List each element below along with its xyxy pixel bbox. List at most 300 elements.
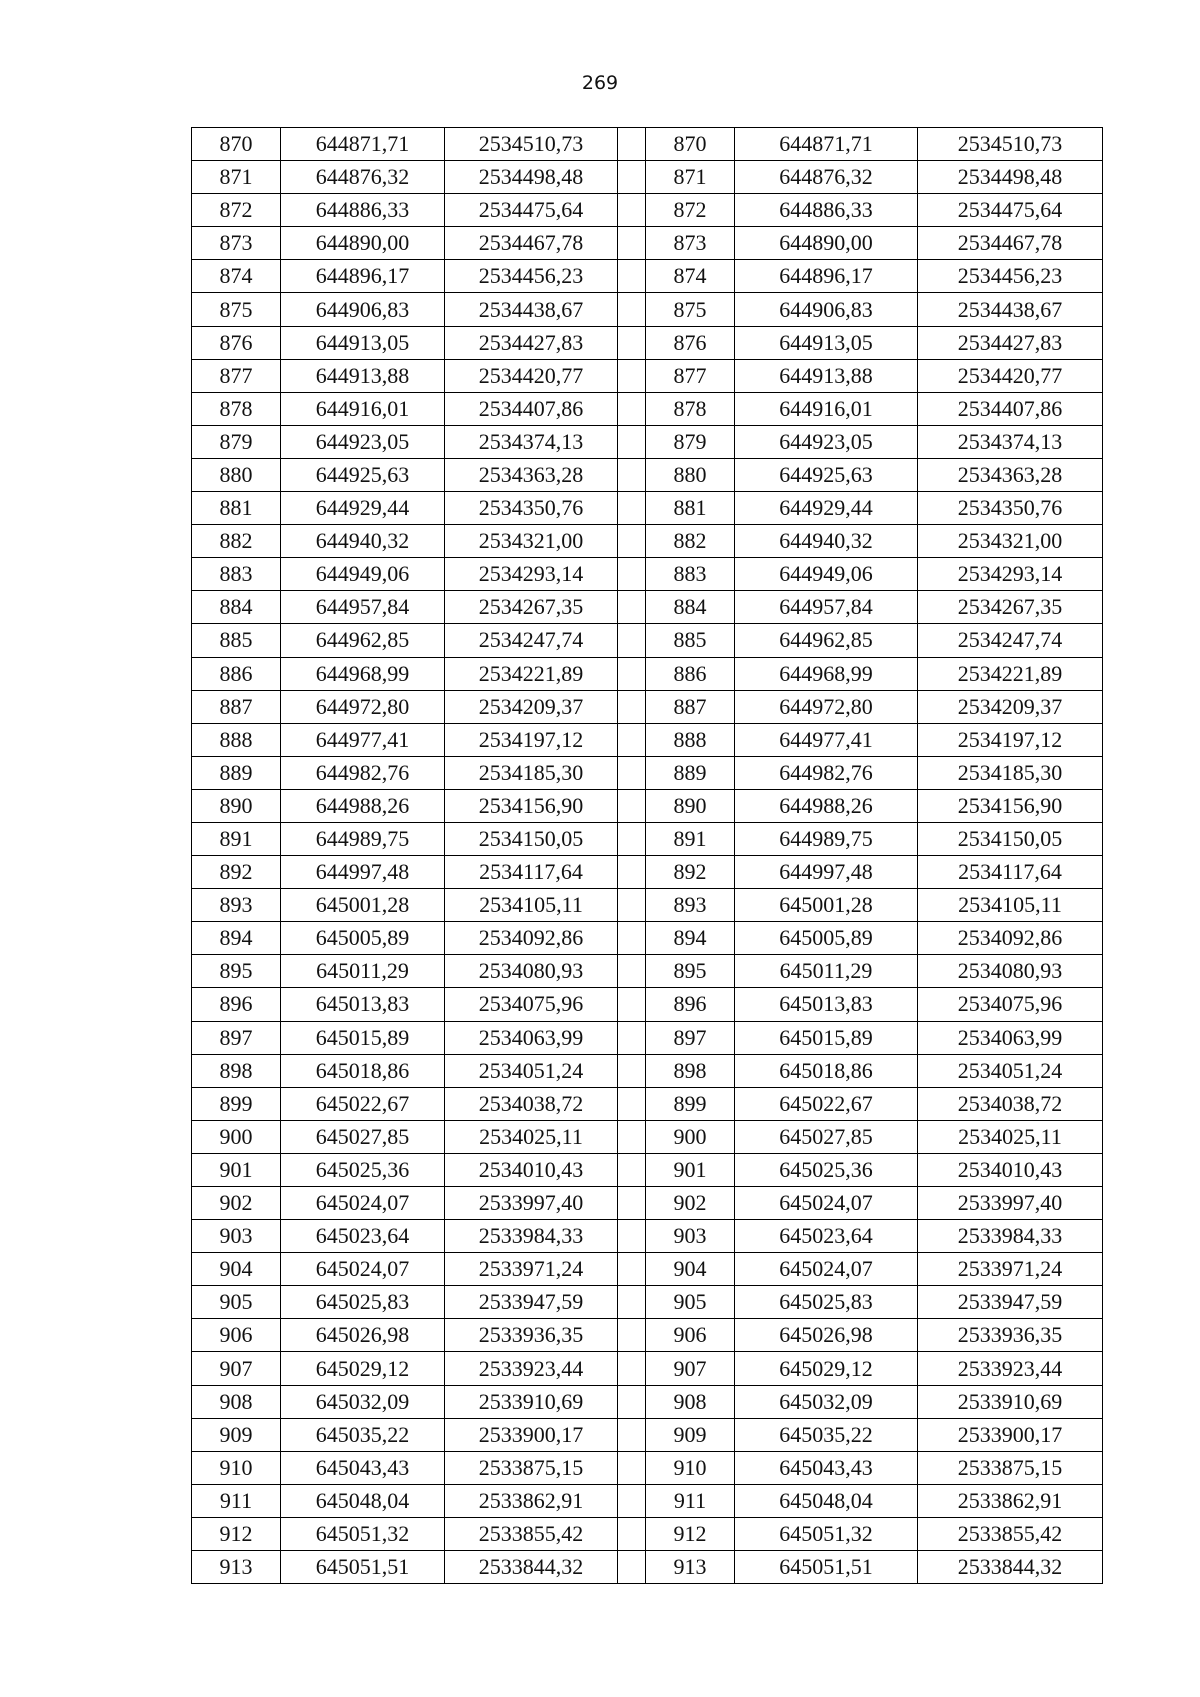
y-coordinate-cell: 2534105,11 <box>445 889 618 922</box>
x-coordinate-cell: 645048,04 <box>281 1484 445 1517</box>
x-coordinate-cell: 645013,83 <box>735 988 918 1021</box>
table-row <box>192 1451 1103 1484</box>
y-coordinate-cell: 2534420,77 <box>445 359 618 392</box>
y-coordinate-cell: 2534438,67 <box>918 293 1103 326</box>
point-number-cell: 883 <box>192 558 281 591</box>
x-coordinate-cell: 644949,06 <box>281 558 445 591</box>
y-coordinate-cell: 2534420,77 <box>918 359 1103 392</box>
point-number-cell: 881 <box>646 492 735 525</box>
point-number-cell: 900 <box>646 1120 735 1153</box>
y-coordinate-cell: 2534456,23 <box>918 260 1103 293</box>
y-coordinate-cell: 2534080,93 <box>445 955 618 988</box>
empty-separator-cell <box>618 657 646 690</box>
y-coordinate-cell: 2534374,13 <box>445 425 618 458</box>
table-row <box>192 558 1103 591</box>
x-coordinate-cell: 644989,75 <box>735 822 918 855</box>
empty-separator-cell <box>618 955 646 988</box>
x-coordinate-cell: 645024,07 <box>281 1187 445 1220</box>
table-row <box>192 1054 1103 1087</box>
x-coordinate-cell: 645051,51 <box>281 1551 445 1584</box>
x-coordinate-cell: 645051,32 <box>735 1517 918 1550</box>
point-number-cell: 906 <box>192 1319 281 1352</box>
point-number-cell: 873 <box>192 227 281 260</box>
point-number-cell: 890 <box>192 789 281 822</box>
y-coordinate-cell: 2534063,99 <box>445 1021 618 1054</box>
page-number: 269 <box>581 72 619 94</box>
y-coordinate-cell: 2533936,35 <box>918 1319 1103 1352</box>
empty-separator-cell <box>618 525 646 558</box>
x-coordinate-cell: 645011,29 <box>281 955 445 988</box>
x-coordinate-cell: 644997,48 <box>281 856 445 889</box>
y-coordinate-cell: 2534156,90 <box>918 789 1103 822</box>
y-coordinate-cell: 2534010,43 <box>445 1153 618 1186</box>
y-coordinate-cell: 2534150,05 <box>918 822 1103 855</box>
point-number-cell: 892 <box>192 856 281 889</box>
point-number-cell: 884 <box>192 591 281 624</box>
y-coordinate-cell: 2534150,05 <box>445 822 618 855</box>
table-row <box>192 1484 1103 1517</box>
empty-separator-cell <box>618 425 646 458</box>
x-coordinate-cell: 644977,41 <box>735 723 918 756</box>
point-number-cell: 894 <box>646 922 735 955</box>
empty-separator-cell <box>618 1220 646 1253</box>
table-row <box>192 690 1103 723</box>
table-row <box>192 1319 1103 1352</box>
x-coordinate-cell: 645001,28 <box>735 889 918 922</box>
table-row <box>192 922 1103 955</box>
point-number-cell: 896 <box>192 988 281 1021</box>
y-coordinate-cell: 2534197,12 <box>918 723 1103 756</box>
point-number-cell: 898 <box>646 1054 735 1087</box>
point-number-cell: 913 <box>646 1551 735 1584</box>
x-coordinate-cell: 644968,99 <box>735 657 918 690</box>
coordinates-table-body <box>192 128 1103 1584</box>
point-number-cell: 878 <box>646 392 735 425</box>
point-number-cell: 903 <box>646 1220 735 1253</box>
y-coordinate-cell: 2534117,64 <box>445 856 618 889</box>
y-coordinate-cell: 2534209,37 <box>445 690 618 723</box>
point-number-cell: 879 <box>192 425 281 458</box>
y-coordinate-cell: 2534221,89 <box>445 657 618 690</box>
y-coordinate-cell: 2534427,83 <box>445 326 618 359</box>
x-coordinate-cell: 645024,07 <box>735 1187 918 1220</box>
y-coordinate-cell: 2534350,76 <box>918 492 1103 525</box>
x-coordinate-cell: 644886,33 <box>281 194 445 227</box>
x-coordinate-cell: 644890,00 <box>735 227 918 260</box>
y-coordinate-cell: 2533844,32 <box>918 1551 1103 1584</box>
point-number-cell: 874 <box>646 260 735 293</box>
y-coordinate-cell: 2534080,93 <box>918 955 1103 988</box>
table-row <box>192 425 1103 458</box>
empty-separator-cell <box>618 723 646 756</box>
point-number-cell: 904 <box>192 1253 281 1286</box>
x-coordinate-cell: 645013,83 <box>281 988 445 1021</box>
point-number-cell: 901 <box>646 1153 735 1186</box>
point-number-cell: 879 <box>646 425 735 458</box>
table-row <box>192 359 1103 392</box>
y-coordinate-cell: 2534467,78 <box>918 227 1103 260</box>
y-coordinate-cell: 2534363,28 <box>918 458 1103 491</box>
empty-separator-cell <box>618 260 646 293</box>
point-number-cell: 895 <box>192 955 281 988</box>
y-coordinate-cell: 2533855,42 <box>918 1517 1103 1550</box>
x-coordinate-cell: 645029,12 <box>735 1352 918 1385</box>
x-coordinate-cell: 644896,17 <box>281 260 445 293</box>
table-row <box>192 1087 1103 1120</box>
x-coordinate-cell: 644913,05 <box>281 326 445 359</box>
point-number-cell: 899 <box>646 1087 735 1120</box>
point-number-cell: 911 <box>192 1484 281 1517</box>
table-row <box>192 260 1103 293</box>
empty-separator-cell <box>618 1120 646 1153</box>
y-coordinate-cell: 2533984,33 <box>445 1220 618 1253</box>
table-row <box>192 624 1103 657</box>
point-number-cell: 908 <box>192 1385 281 1418</box>
empty-separator-cell <box>618 1484 646 1517</box>
x-coordinate-cell: 645027,85 <box>735 1120 918 1153</box>
x-coordinate-cell: 645025,83 <box>735 1286 918 1319</box>
empty-separator-cell <box>618 194 646 227</box>
point-number-cell: 880 <box>646 458 735 491</box>
y-coordinate-cell: 2534051,24 <box>445 1054 618 1087</box>
point-number-cell: 902 <box>646 1187 735 1220</box>
empty-separator-cell <box>618 1517 646 1550</box>
table-row <box>192 392 1103 425</box>
table-row <box>192 194 1103 227</box>
empty-separator-cell <box>618 1153 646 1186</box>
empty-separator-cell <box>618 1187 646 1220</box>
x-coordinate-cell: 644988,26 <box>735 789 918 822</box>
x-coordinate-cell: 644929,44 <box>735 492 918 525</box>
empty-separator-cell <box>618 161 646 194</box>
y-coordinate-cell: 2534075,96 <box>918 988 1103 1021</box>
coordinates-table <box>191 127 1103 1584</box>
x-coordinate-cell: 645024,07 <box>735 1253 918 1286</box>
y-coordinate-cell: 2534075,96 <box>445 988 618 1021</box>
x-coordinate-cell: 644913,88 <box>735 359 918 392</box>
y-coordinate-cell: 2533947,59 <box>445 1286 618 1319</box>
empty-separator-cell <box>618 591 646 624</box>
x-coordinate-cell: 645035,22 <box>281 1418 445 1451</box>
point-number-cell: 875 <box>192 293 281 326</box>
y-coordinate-cell: 2534051,24 <box>918 1054 1103 1087</box>
point-number-cell: 888 <box>646 723 735 756</box>
empty-separator-cell <box>618 227 646 260</box>
y-coordinate-cell: 2534407,86 <box>918 392 1103 425</box>
x-coordinate-cell: 644923,05 <box>735 425 918 458</box>
point-number-cell: 898 <box>192 1054 281 1087</box>
y-coordinate-cell: 2534209,37 <box>918 690 1103 723</box>
point-number-cell: 893 <box>646 889 735 922</box>
y-coordinate-cell: 2533947,59 <box>918 1286 1103 1319</box>
point-number-cell: 911 <box>646 1484 735 1517</box>
point-number-cell: 882 <box>646 525 735 558</box>
point-number-cell: 887 <box>192 690 281 723</box>
y-coordinate-cell: 2534467,78 <box>445 227 618 260</box>
table-row <box>192 161 1103 194</box>
y-coordinate-cell: 2534510,73 <box>918 128 1103 161</box>
y-coordinate-cell: 2534475,64 <box>918 194 1103 227</box>
y-coordinate-cell: 2533910,69 <box>445 1385 618 1418</box>
x-coordinate-cell: 645051,51 <box>735 1551 918 1584</box>
empty-separator-cell <box>618 359 646 392</box>
point-number-cell: 889 <box>192 756 281 789</box>
x-coordinate-cell: 645011,29 <box>735 955 918 988</box>
point-number-cell: 873 <box>646 227 735 260</box>
empty-separator-cell <box>618 558 646 591</box>
y-coordinate-cell: 2533910,69 <box>918 1385 1103 1418</box>
y-coordinate-cell: 2534117,64 <box>918 856 1103 889</box>
empty-separator-cell <box>618 1418 646 1451</box>
point-number-cell: 875 <box>646 293 735 326</box>
y-coordinate-cell: 2533997,40 <box>445 1187 618 1220</box>
x-coordinate-cell: 644923,05 <box>281 425 445 458</box>
point-number-cell: 882 <box>192 525 281 558</box>
table-row <box>192 723 1103 756</box>
x-coordinate-cell: 645022,67 <box>735 1087 918 1120</box>
x-coordinate-cell: 644989,75 <box>281 822 445 855</box>
y-coordinate-cell: 2534156,90 <box>445 789 618 822</box>
point-number-cell: 870 <box>646 128 735 161</box>
table-row <box>192 492 1103 525</box>
y-coordinate-cell: 2533984,33 <box>918 1220 1103 1253</box>
x-coordinate-cell: 645001,28 <box>281 889 445 922</box>
x-coordinate-cell: 644972,80 <box>735 690 918 723</box>
y-coordinate-cell: 2534105,11 <box>918 889 1103 922</box>
y-coordinate-cell: 2534247,74 <box>918 624 1103 657</box>
y-coordinate-cell: 2534247,74 <box>445 624 618 657</box>
x-coordinate-cell: 644890,00 <box>281 227 445 260</box>
point-number-cell: 886 <box>646 657 735 690</box>
point-number-cell: 893 <box>192 889 281 922</box>
x-coordinate-cell: 644871,71 <box>735 128 918 161</box>
y-coordinate-cell: 2534498,48 <box>445 161 618 194</box>
x-coordinate-cell: 644988,26 <box>281 789 445 822</box>
y-coordinate-cell: 2534510,73 <box>445 128 618 161</box>
y-coordinate-cell: 2533923,44 <box>445 1352 618 1385</box>
table-row <box>192 856 1103 889</box>
table-row <box>192 458 1103 491</box>
point-number-cell: 889 <box>646 756 735 789</box>
point-number-cell: 888 <box>192 723 281 756</box>
y-coordinate-cell: 2534221,89 <box>918 657 1103 690</box>
empty-separator-cell <box>618 922 646 955</box>
point-number-cell: 885 <box>646 624 735 657</box>
empty-separator-cell <box>618 988 646 1021</box>
empty-separator-cell <box>618 1286 646 1319</box>
empty-separator-cell <box>618 889 646 922</box>
table-row <box>192 1021 1103 1054</box>
y-coordinate-cell: 2534025,11 <box>445 1120 618 1153</box>
x-coordinate-cell: 644982,76 <box>735 756 918 789</box>
point-number-cell: 913 <box>192 1551 281 1584</box>
y-coordinate-cell: 2534438,67 <box>445 293 618 326</box>
table-row <box>192 1187 1103 1220</box>
x-coordinate-cell: 645025,36 <box>735 1153 918 1186</box>
y-coordinate-cell: 2534374,13 <box>918 425 1103 458</box>
y-coordinate-cell: 2534456,23 <box>445 260 618 293</box>
point-number-cell: 881 <box>192 492 281 525</box>
table-row <box>192 988 1103 1021</box>
x-coordinate-cell: 645023,64 <box>735 1220 918 1253</box>
y-coordinate-cell: 2534427,83 <box>918 326 1103 359</box>
point-number-cell: 910 <box>646 1451 735 1484</box>
x-coordinate-cell: 645032,09 <box>281 1385 445 1418</box>
table-row <box>192 756 1103 789</box>
y-coordinate-cell: 2534038,72 <box>445 1087 618 1120</box>
x-coordinate-cell: 645043,43 <box>281 1451 445 1484</box>
empty-separator-cell <box>618 1551 646 1584</box>
y-coordinate-cell: 2533862,91 <box>445 1484 618 1517</box>
point-number-cell: 897 <box>646 1021 735 1054</box>
empty-separator-cell <box>618 822 646 855</box>
point-number-cell: 905 <box>646 1286 735 1319</box>
point-number-cell: 890 <box>646 789 735 822</box>
point-number-cell: 904 <box>646 1253 735 1286</box>
x-coordinate-cell: 644929,44 <box>281 492 445 525</box>
x-coordinate-cell: 644972,80 <box>281 690 445 723</box>
y-coordinate-cell: 2534363,28 <box>445 458 618 491</box>
y-coordinate-cell: 2534350,76 <box>445 492 618 525</box>
y-coordinate-cell: 2533875,15 <box>918 1451 1103 1484</box>
y-coordinate-cell: 2533855,42 <box>445 1517 618 1550</box>
x-coordinate-cell: 645018,86 <box>735 1054 918 1087</box>
y-coordinate-cell: 2533900,17 <box>445 1418 618 1451</box>
point-number-cell: 909 <box>192 1418 281 1451</box>
x-coordinate-cell: 644977,41 <box>281 723 445 756</box>
y-coordinate-cell: 2533844,32 <box>445 1551 618 1584</box>
x-coordinate-cell: 645025,83 <box>281 1286 445 1319</box>
empty-separator-cell <box>618 1352 646 1385</box>
y-coordinate-cell: 2534092,86 <box>918 922 1103 955</box>
point-number-cell: 870 <box>192 128 281 161</box>
x-coordinate-cell: 645015,89 <box>735 1021 918 1054</box>
table-row <box>192 326 1103 359</box>
point-number-cell: 894 <box>192 922 281 955</box>
point-number-cell: 874 <box>192 260 281 293</box>
empty-separator-cell <box>618 1021 646 1054</box>
x-coordinate-cell: 644962,85 <box>735 624 918 657</box>
x-coordinate-cell: 644957,84 <box>735 591 918 624</box>
y-coordinate-cell: 2534025,11 <box>918 1120 1103 1153</box>
x-coordinate-cell: 644896,17 <box>735 260 918 293</box>
table-row <box>192 1517 1103 1550</box>
x-coordinate-cell: 644876,32 <box>281 161 445 194</box>
table-row <box>192 227 1103 260</box>
x-coordinate-cell: 645025,36 <box>281 1153 445 1186</box>
y-coordinate-cell: 2534092,86 <box>445 922 618 955</box>
point-number-cell: 892 <box>646 856 735 889</box>
point-number-cell: 885 <box>192 624 281 657</box>
x-coordinate-cell: 644871,71 <box>281 128 445 161</box>
y-coordinate-cell: 2534475,64 <box>445 194 618 227</box>
point-number-cell: 877 <box>646 359 735 392</box>
x-coordinate-cell: 645029,12 <box>281 1352 445 1385</box>
x-coordinate-cell: 645051,32 <box>281 1517 445 1550</box>
table-row <box>192 1220 1103 1253</box>
empty-separator-cell <box>618 392 646 425</box>
x-coordinate-cell: 644997,48 <box>735 856 918 889</box>
x-coordinate-cell: 644940,32 <box>735 525 918 558</box>
table-row <box>192 1385 1103 1418</box>
y-coordinate-cell: 2534197,12 <box>445 723 618 756</box>
table-row <box>192 1253 1103 1286</box>
empty-separator-cell <box>618 458 646 491</box>
y-coordinate-cell: 2533862,91 <box>918 1484 1103 1517</box>
table-row <box>192 1286 1103 1319</box>
y-coordinate-cell: 2533936,35 <box>445 1319 618 1352</box>
empty-separator-cell <box>618 789 646 822</box>
table-row <box>192 822 1103 855</box>
table-row <box>192 955 1103 988</box>
x-coordinate-cell: 644906,83 <box>735 293 918 326</box>
point-number-cell: 880 <box>192 458 281 491</box>
empty-separator-cell <box>618 1385 646 1418</box>
x-coordinate-cell: 644957,84 <box>281 591 445 624</box>
x-coordinate-cell: 644968,99 <box>281 657 445 690</box>
y-coordinate-cell: 2534185,30 <box>918 756 1103 789</box>
point-number-cell: 895 <box>646 955 735 988</box>
x-coordinate-cell: 645023,64 <box>281 1220 445 1253</box>
point-number-cell: 912 <box>192 1517 281 1550</box>
point-number-cell: 886 <box>192 657 281 690</box>
y-coordinate-cell: 2534498,48 <box>918 161 1103 194</box>
point-number-cell: 896 <box>646 988 735 1021</box>
x-coordinate-cell: 644949,06 <box>735 558 918 591</box>
x-coordinate-cell: 645022,67 <box>281 1087 445 1120</box>
empty-separator-cell <box>618 756 646 789</box>
point-number-cell: 872 <box>646 194 735 227</box>
x-coordinate-cell: 645024,07 <box>281 1253 445 1286</box>
y-coordinate-cell: 2533971,24 <box>445 1253 618 1286</box>
x-coordinate-cell: 644925,63 <box>735 458 918 491</box>
point-number-cell: 907 <box>646 1352 735 1385</box>
table-row <box>192 1352 1103 1385</box>
point-number-cell: 877 <box>192 359 281 392</box>
empty-separator-cell <box>618 1054 646 1087</box>
x-coordinate-cell: 644913,88 <box>281 359 445 392</box>
empty-separator-cell <box>618 624 646 657</box>
x-coordinate-cell: 644913,05 <box>735 326 918 359</box>
x-coordinate-cell: 645048,04 <box>735 1484 918 1517</box>
table-row <box>192 525 1103 558</box>
x-coordinate-cell: 645018,86 <box>281 1054 445 1087</box>
table-row <box>192 1120 1103 1153</box>
table-row <box>192 591 1103 624</box>
x-coordinate-cell: 644906,83 <box>281 293 445 326</box>
y-coordinate-cell: 2534293,14 <box>445 558 618 591</box>
empty-separator-cell <box>618 293 646 326</box>
y-coordinate-cell: 2534293,14 <box>918 558 1103 591</box>
x-coordinate-cell: 645026,98 <box>735 1319 918 1352</box>
point-number-cell: 891 <box>192 822 281 855</box>
point-number-cell: 899 <box>192 1087 281 1120</box>
y-coordinate-cell: 2534407,86 <box>445 392 618 425</box>
empty-separator-cell <box>618 690 646 723</box>
table-row <box>192 1418 1103 1451</box>
x-coordinate-cell: 644962,85 <box>281 624 445 657</box>
y-coordinate-cell: 2533923,44 <box>918 1352 1103 1385</box>
point-number-cell: 901 <box>192 1153 281 1186</box>
table-row <box>192 889 1103 922</box>
y-coordinate-cell: 2534038,72 <box>918 1087 1103 1120</box>
point-number-cell: 906 <box>646 1319 735 1352</box>
empty-separator-cell <box>618 1319 646 1352</box>
point-number-cell: 912 <box>646 1517 735 1550</box>
empty-separator-cell <box>618 1253 646 1286</box>
y-coordinate-cell: 2533900,17 <box>918 1418 1103 1451</box>
x-coordinate-cell: 645032,09 <box>735 1385 918 1418</box>
